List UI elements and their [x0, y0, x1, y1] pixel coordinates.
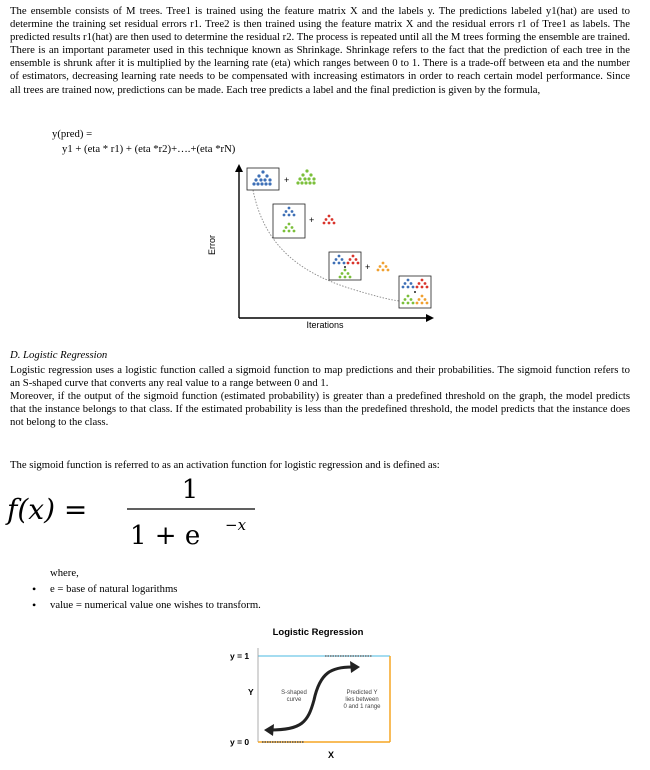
x-axis-label: Iterations — [306, 320, 344, 330]
boosting-error-chart — [195, 160, 445, 335]
pred-label-3: 0 and 1 range — [343, 704, 381, 710]
pred-label-2: lies between — [345, 697, 379, 703]
curve-label-2: curve — [286, 697, 302, 703]
intro-paragraph: The ensemble consists of M trees. Tree1 is trained using the feature matrix X and the labels y. The predictions labeled y1(hat) are used to determine the training set residual errors r1. Tree2 is then trained using the feature matrix X and the residual errors r1 of Tree1 as labels. The predicted results r1(hat) are then used to determine the residual r2. The process is repeated until all the M trees forming the ensemble are trained. There is an important parameter used in this technique known as Shrinkage. Shrinkage refers to the fact that the prediction of each tree in the ensemble is shrunk after it is multiplied by the learning rate (eta) which ranges between 0 to 1. There is a trade-off between eta and the number of estimators, decreasing learning rate needs to be compensated with increasing estimators in order to reach certain model performance. Since all trees are trained now, predictions can be made. Each tree predicts a label and the final prediction is given by the formula, — [10, 5, 630, 96]
ypred-line: y(pred) = — [52, 128, 93, 140]
section-heading: D. Logistic Regression — [10, 349, 108, 361]
sigmoid-intro: The sigmoid function is referred to as an activation function for logistic regression and is defined as: — [10, 459, 440, 471]
tree-ensemble-4 — [399, 276, 431, 308]
formula-denominator: 1 + e — [130, 521, 201, 551]
sum-formula-line: y1 + (eta * r1) + (eta *r2)+….+(eta *rN) — [62, 143, 236, 155]
plus-icon: + — [365, 262, 371, 272]
plus-icon: + — [284, 175, 290, 185]
lr-paragraph-2: Moreover, if the output of the sigmoid function (estimated probability) is greater than a predefined threshold on the graph, the model predicts that the instance belongs to that class. If the estimated probability is less than the predefined threshold, the model predicts that the instance does not belong to the class. — [10, 390, 630, 429]
x-axis-letter: X — [328, 750, 335, 760]
lr-paragraph-1: Logistic regression uses a logistic function called a sigmoid function to map predictions and their probabilities. The sigmoid function refers to an S-shaped curve that converts any real value to a range between 0 and 1. — [10, 364, 630, 390]
y-axis-label: Error — [207, 235, 217, 255]
curve-label-1: S-shaped — [281, 690, 307, 696]
tree-icon — [323, 215, 336, 225]
y1-label: y = 1 — [230, 651, 250, 661]
where-label: where, — [50, 567, 79, 579]
sigmoid-formula — [5, 472, 265, 552]
y0-label: y = 0 — [230, 737, 250, 747]
formula-numerator: 1 — [181, 475, 199, 505]
tree-ensemble-1 — [247, 168, 316, 190]
formula-exponent: −x — [225, 516, 247, 534]
lr-chart-title: Logistic Regression — [272, 627, 364, 638]
plus-icon: + — [309, 215, 315, 225]
tree-ensemble-3 — [329, 252, 389, 280]
formula-lhs: f(x) = — [7, 493, 88, 526]
tree-ensemble-2 — [273, 204, 335, 238]
tree-icon — [296, 169, 315, 184]
y-axis-letter: Y — [248, 687, 254, 697]
arrow-left-icon — [264, 724, 274, 736]
logistic-regression-chart — [222, 620, 402, 765]
bullet-item: • e = base of natural logarithms — [50, 583, 177, 596]
sigmoid-curve — [270, 667, 352, 730]
arrow-right-icon — [350, 661, 360, 673]
pred-label-1: Predicted Y — [346, 690, 378, 696]
bullet-item: • value = numerical value one wishes to transform. — [50, 599, 261, 612]
